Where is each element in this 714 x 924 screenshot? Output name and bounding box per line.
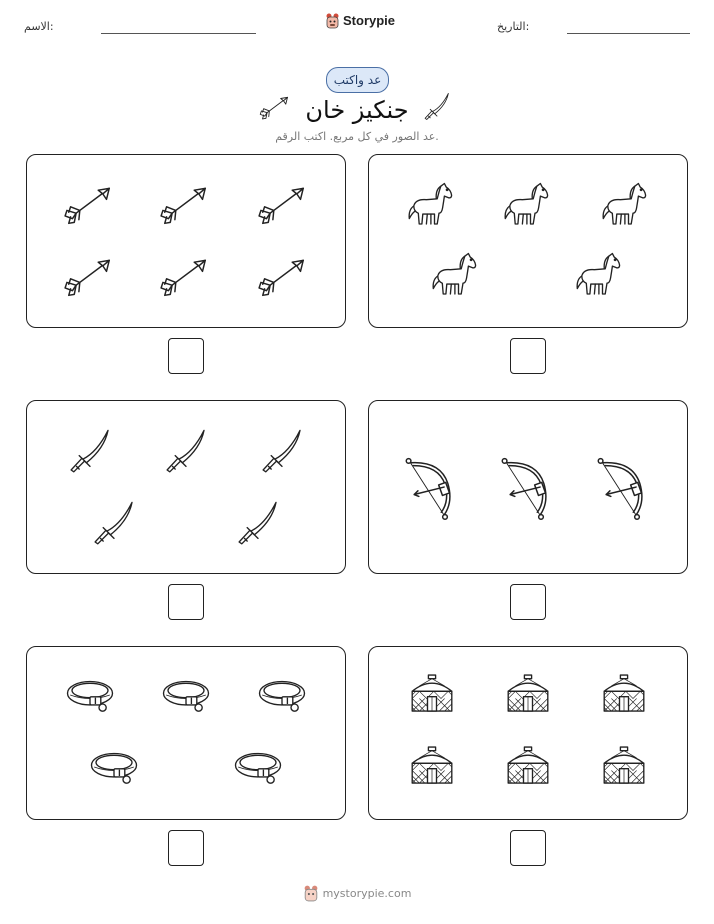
- bow-icon: [499, 455, 555, 521]
- horse-icon: [427, 249, 481, 303]
- horse-icon: [571, 249, 625, 303]
- storypie-mascot-icon: [303, 884, 319, 902]
- answer-box[interactable]: [168, 830, 204, 866]
- brand-name: Storypie: [343, 13, 396, 28]
- sword-icon: [231, 497, 285, 551]
- sword-icon: [159, 425, 213, 479]
- horse-icon: [499, 179, 553, 233]
- counting-panel-horses: [368, 154, 688, 328]
- belt-icon: [255, 675, 309, 715]
- belt-icon: [87, 747, 141, 787]
- arrow-icon: [61, 181, 117, 227]
- yurt-icon: [405, 743, 459, 789]
- activity-badge: عد واكتب: [326, 67, 389, 93]
- counting-panel-belts: [26, 646, 346, 820]
- answer-box[interactable]: [510, 584, 546, 620]
- yurt-icon: [501, 671, 555, 717]
- footer-url[interactable]: mystorypie.com: [322, 886, 412, 900]
- sword-icon: [420, 90, 454, 124]
- belt-icon: [231, 747, 285, 787]
- answer-box[interactable]: [510, 338, 546, 374]
- arrow-icon: [61, 253, 117, 299]
- answer-box[interactable]: [168, 338, 204, 374]
- instructions: عد الصور في كل مربع. اكتب الرقم.: [275, 130, 439, 143]
- arrow-icon: [157, 253, 213, 299]
- date-label: التاريخ:: [497, 20, 530, 33]
- yurt-icon: [501, 743, 555, 789]
- yurt-icon: [405, 671, 459, 717]
- bow-icon: [403, 455, 459, 521]
- name-label: الاسم:: [24, 20, 54, 33]
- yurt-icon: [597, 671, 651, 717]
- counting-panel-bows: [368, 400, 688, 574]
- sword-icon: [63, 425, 117, 479]
- answer-box[interactable]: [168, 584, 204, 620]
- sword-icon: [255, 425, 309, 479]
- counting-panel-yurts: [368, 646, 688, 820]
- arrow-icon: [255, 181, 311, 227]
- counting-panel-arrows: [26, 154, 346, 328]
- answer-box[interactable]: [510, 830, 546, 866]
- counting-panel-swords: [26, 400, 346, 574]
- storypie-mascot-icon: [325, 12, 340, 29]
- arrow-icon: [255, 253, 311, 299]
- bow-icon: [595, 455, 651, 521]
- name-line[interactable]: [101, 33, 256, 34]
- storypie-logo: [325, 12, 395, 29]
- sword-icon: [87, 497, 141, 551]
- arrow-icon: [157, 181, 213, 227]
- footer: [0, 884, 714, 902]
- horse-icon: [403, 179, 457, 233]
- horse-icon: [597, 179, 651, 233]
- belt-icon: [63, 675, 117, 715]
- page-title: جنكيز خان: [305, 96, 409, 124]
- date-line[interactable]: [567, 33, 690, 34]
- yurt-icon: [597, 743, 651, 789]
- belt-icon: [159, 675, 213, 715]
